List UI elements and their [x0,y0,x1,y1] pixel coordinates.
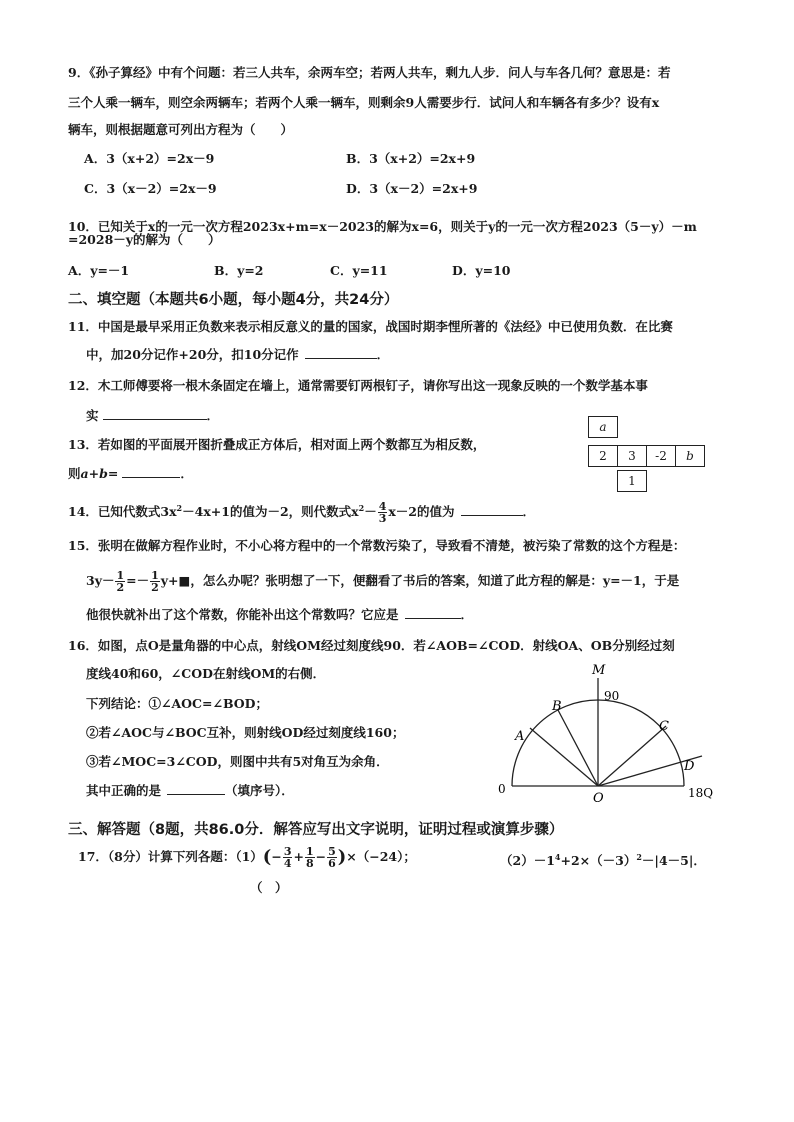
q13-expr: a+b= [80,466,119,481]
q16-line1: 16．如图，点O是量角器的中心点，射线OM经过刻度线90．若∠AOB=∠COD．射线OA、OB分别经过刻 [68,638,675,653]
label-90: 90 [604,689,620,703]
q16-line6 [86,782,294,800]
q11-text: 中，加20分记作+20分，扣10分记作 [86,347,299,362]
q17-answer-paren: （ ） [250,880,288,895]
q14-p2: －4x+1的值为－2，则代数式x [182,504,359,520]
q17-right-paren: ) [337,846,347,868]
q16-line4: ②若∠AOC与∠BOC互补，则射线OD经过刻度线160； [86,725,405,740]
q17-p2c: －|4－5|． [641,853,706,869]
q14-end: ． [522,504,536,520]
q14-p4: x－2的值为 [388,504,455,520]
q13-line2 [68,465,193,483]
q15-e1: 3y－ [86,573,115,588]
label-c: C [659,719,669,734]
q16-line2: 度线40和60，∠COD在射线OM的右侧． [86,666,326,681]
q13-line1: 13．若如图的平面展开图折叠成正方体后，相对面上两个数都互为相反数， [68,437,486,452]
q9-option-a: A．3（x+2）=2x－9 [84,151,215,166]
q17-p2b: +2×（－3） [560,853,637,869]
q10-line2: =2028－y的解为（ ） [68,232,221,247]
q9-line2: 三个人乘一辆车，则空余两辆车；若两个人乘一辆车，则剩余9人需要步行．试问人和车辆各有多少？设有x [68,95,660,110]
q15-f1-den: 2 [116,581,125,594]
q15-end: ． [460,607,474,622]
q10-option-d: D．y=10 [452,263,511,278]
q15-answer-blank[interactable] [405,606,461,619]
q17-frac2-den: 8 [305,857,314,870]
q17-frac1-num: 3 [283,845,292,858]
q17-frac1 [283,846,293,869]
net-cell-minus2: -2 [646,445,676,467]
q14-p3: － [364,504,377,520]
net-cell-a: a [588,416,618,438]
q17-left-paren: ( [262,846,272,868]
q14-sup2: 2 [358,503,365,513]
ray-oa [530,728,598,786]
q14-fraction [378,501,388,524]
q13-end: ． [180,466,193,481]
q13-text: 则 [68,466,81,481]
q13-answer-blank[interactable] [122,465,180,478]
q11-line2 [86,346,389,364]
section-fill-in-title: 二、填空题（本题共6小题，每小题4分，共24分） [68,292,399,308]
q15-line1: 15．张明在做解方程作业时，不小心将方程中的一个常数污染了，导致看不清楚，被污染了常数的这个方程是： [68,538,686,553]
q17-frac3 [327,846,337,869]
q14-line [68,499,535,524]
net-cell-3: 3 [617,445,647,467]
q15-text3: 他很快就补出了这个常数，你能补出这个常数吗？它应是 [86,607,399,622]
q11-answer-blank[interactable] [305,346,377,359]
q15-fraction1 [115,570,125,593]
net-cell-2: 2 [588,445,618,467]
q12-text: 实 [86,408,99,423]
q9-option-c: C．3（x－2）=2x－9 [84,181,217,196]
q17-sup2: 2 [636,852,642,862]
q14-p1: 14．已知代数式3x [68,504,177,520]
q9-option-b: B．3（x+2）=2x+9 [346,151,476,166]
q15-fraction2 [150,570,160,593]
q16-line3: 下列结论：①∠AOC=∠BOD； [86,696,268,711]
q17-frac3-num: 5 [328,845,336,858]
q16-text6: 其中正确的是 [86,783,162,798]
label-d: D [684,759,695,774]
q15-line3 [86,606,473,624]
q9-line3: 辆车，则根据题意可列出方程为（ ） [68,122,294,137]
q14-sup1: 2 [176,503,183,513]
q17-frac3-den: 6 [328,857,336,870]
q9-line1: 9．《孙子算经》中有个问题：若三人共车，余两车空；若两人共车，剩九人步．问人与车各几何？意思是：若 [68,65,671,80]
label-m: M [592,663,606,678]
q15-f2-num: 1 [151,569,159,582]
q17-p1: 17．（8分）计算下列各题：（1） [78,849,263,864]
ray-oc [598,726,666,786]
q15-f2-den: 2 [151,581,159,594]
net-cell-b: b [675,445,705,467]
label-b: B [552,699,562,714]
label-180: 18Q [688,786,714,800]
label-a: A [515,729,525,744]
q17-frac1-den: 4 [283,857,292,870]
ray-ob [558,710,598,786]
net-cell-1: 1 [617,470,647,492]
q11-end: ． [376,347,390,362]
q11-line1: 11．中国是最早采用正负数来表示相反意义的量的国家，战国时期李悝所著的《法经》中已使用负数．在比赛 [68,319,673,334]
protractor-figure [490,656,720,806]
q12-line2 [86,407,219,425]
q14-fraction-den: 3 [378,512,387,526]
q15-e3: y+■，怎么办呢？张明想了一下，便翻看了书后的答案，知道了此方程的解是：y=－1，于是 [160,573,680,588]
q16-line5: ③若∠MOC=3∠COD，则图中共有5对角互为余角． [86,754,389,769]
q16-end: （填序号）． [225,783,294,798]
q14-answer-blank[interactable] [461,503,523,516]
label-o: O [593,791,604,806]
q17-tail: ×（−24）； [346,849,416,864]
q17-part2 [500,848,706,870]
q12-end: ． [206,408,220,423]
q15-line2 [86,570,679,593]
q17-p2: （2）－1 [500,853,555,869]
q17-frac2 [305,846,315,869]
q16-answer-blank[interactable] [167,782,225,795]
label-0: 0 [498,782,506,796]
q17-frac2-num: 1 [305,845,314,858]
q15-f1-num: 1 [116,569,125,582]
q10-option-b: B．y=2 [214,263,264,278]
q17-part1: 17．（8分）计算下列各题：（1）(− $\frac{3}{4}$ + $\frac{1}{8}$ − $\frac{5}{6}$ )×（−24）； [78,845,416,870]
q10-option-c: C．y=11 [330,263,388,278]
q12-line1: 12．木工师傅要将一根木条固定在墙上，通常需要钉两根钉子，请你写出这一现象反映的一个数学基本事 [68,378,648,393]
section-solve-title: 三、解答题（8题，共86.0分．解答应写出文字说明，证明过程或演算步骤） [68,822,564,838]
q17-sup: 4 [554,852,561,862]
q14-fraction-num: 4 [378,500,387,514]
q9-option-d: D．3（x－2）=2x+9 [346,181,478,196]
q12-answer-blank[interactable] [103,407,207,420]
q15-e2: =－ [126,573,150,588]
q10-option-a: A．y=－1 [68,263,130,278]
q10-line1: 10．已知关于x的一元一次方程2023x+m=x－2023的解为x=6，则关于y的一元一次方程2023（5－y）－m [68,219,697,234]
